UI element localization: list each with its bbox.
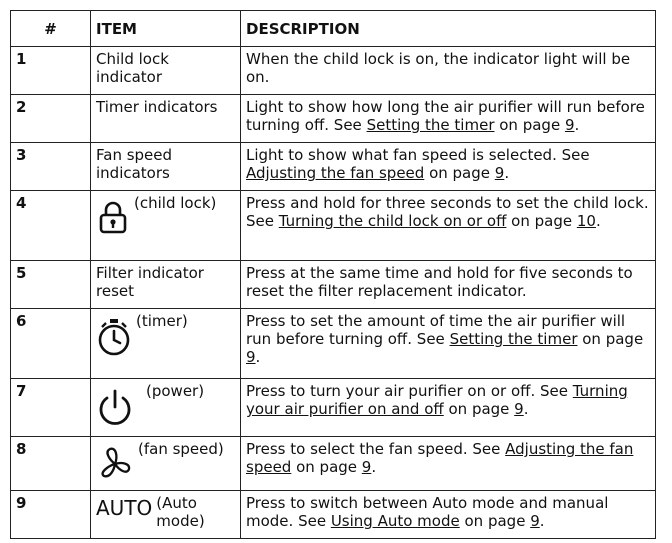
header-row — [11, 11, 656, 47]
description-cell — [241, 491, 656, 539]
item-cell — [91, 143, 241, 191]
power-icon — [96, 382, 134, 432]
header-description: DESCRIPTION — [241, 11, 656, 47]
header-item: ITEM — [91, 11, 241, 47]
item-label: Child lock indicator — [96, 50, 169, 86]
description-text: on page — [494, 116, 565, 134]
page-link[interactable]: 9 — [564, 116, 575, 134]
row-number: 7 — [11, 379, 91, 437]
description-text: . — [255, 348, 261, 366]
description-text: on page — [443, 400, 515, 418]
description-cell — [241, 379, 656, 437]
description-line — [246, 382, 650, 418]
item-cell — [91, 309, 241, 379]
item-cell — [91, 491, 241, 539]
fan-icon — [96, 440, 134, 486]
header-num: # — [11, 11, 91, 47]
auto-text-icon: AUTO — [96, 496, 153, 520]
description-text: on page — [291, 458, 362, 476]
description-text: on page — [459, 512, 531, 530]
description-text: Press to turn your air purifier on or off. See — [246, 382, 573, 400]
description-line — [246, 50, 650, 86]
row-number: 1 — [11, 47, 91, 95]
description-line — [246, 212, 650, 230]
item-cell — [91, 47, 241, 95]
controls-table — [10, 10, 656, 539]
description-cell — [241, 191, 656, 261]
description-text: . — [371, 458, 377, 476]
item-label: (timer) — [136, 312, 188, 330]
description-text: Press to switch between Auto mode and manual mode. See — [246, 494, 609, 530]
item-cell — [91, 379, 241, 437]
description-text: Press to select the fan speed. See — [246, 440, 506, 458]
table-row — [11, 491, 656, 539]
item-label: (Auto mode) — [156, 494, 205, 530]
row-number: 4 — [11, 191, 91, 261]
page-link[interactable]: Adjusting the fan speed — [246, 164, 425, 182]
page-link[interactable]: Turning your air purifier on and off — [246, 382, 628, 418]
table-row — [11, 261, 656, 309]
item-cell — [91, 95, 241, 143]
description-line — [246, 440, 650, 476]
row-number: 3 — [11, 143, 91, 191]
page-link[interactable]: Adjusting the fan speed — [246, 440, 634, 476]
fan-icon — [96, 446, 134, 482]
page-link[interactable]: 10 — [576, 212, 596, 230]
page-link[interactable]: 9 — [361, 458, 372, 476]
description-text: on page — [506, 212, 577, 230]
description-text: Light to show how long the air purifier will run before turning off. See — [246, 98, 645, 134]
item-with-icon — [96, 312, 235, 360]
description-text: Press at the same time and hold for five seconds to reset the filter replacement indicator. — [246, 264, 633, 300]
description-text: Press and hold for three seconds to set the child lock. — [246, 194, 649, 212]
table-row — [11, 437, 656, 491]
description-text: . — [539, 512, 545, 530]
item-label: (power) — [146, 382, 205, 400]
item-label: Filter indicator reset — [96, 264, 204, 300]
description-text: Press to set the amount of time the air purifier will run before turning off. See — [246, 312, 626, 348]
description-text: . — [504, 164, 510, 182]
table-row — [11, 143, 656, 191]
description-text: See — [246, 212, 279, 230]
row-number: 9 — [11, 491, 91, 539]
item-label: (fan speed) — [138, 440, 224, 458]
padlock-icon — [96, 200, 130, 234]
item-with-icon — [96, 494, 235, 530]
item-label: (child lock) — [134, 194, 217, 212]
description-text: When the child lock is on, the indicator light will be on. — [246, 50, 631, 86]
description-line — [246, 98, 650, 134]
table-row — [11, 191, 656, 261]
description-cell — [241, 437, 656, 491]
description-text: . — [574, 116, 580, 134]
padlock-icon — [96, 194, 130, 238]
description-line — [246, 312, 650, 366]
description-text: on page — [577, 330, 644, 348]
item-cell — [91, 261, 241, 309]
item-cell — [91, 437, 241, 491]
page-link[interactable]: 9 — [246, 348, 256, 366]
item-with-icon — [96, 194, 235, 238]
table-row — [11, 309, 656, 379]
item-with-icon — [96, 440, 235, 486]
item-with-icon — [96, 382, 235, 432]
item-cell — [91, 191, 241, 261]
page-link[interactable]: 9 — [494, 164, 505, 182]
description-text: . — [523, 400, 529, 418]
page-link[interactable]: 9 — [514, 400, 524, 418]
description-text: on page — [424, 164, 495, 182]
item-label: Fan speed indicators — [96, 146, 173, 182]
page-link[interactable]: Using Auto mode — [330, 512, 460, 530]
row-number: 5 — [11, 261, 91, 309]
description-text: . — [595, 212, 601, 230]
description-cell — [241, 47, 656, 95]
page-link[interactable]: Setting the timer — [366, 116, 495, 134]
description-line — [246, 194, 650, 212]
description-cell — [241, 309, 656, 379]
table-row — [11, 47, 656, 95]
timer-icon — [96, 312, 132, 360]
description-line — [246, 146, 650, 182]
description-cell — [241, 95, 656, 143]
table-row — [11, 379, 656, 437]
page-link[interactable]: 9 — [530, 512, 540, 530]
table-row — [11, 95, 656, 143]
page-link[interactable]: Turning the child lock on or off — [278, 212, 507, 230]
page-link[interactable]: Setting the timer — [449, 330, 578, 348]
row-number: 8 — [11, 437, 91, 491]
item-label: Timer indicators — [96, 98, 218, 116]
timer-icon — [96, 318, 132, 356]
description-text: Light to show what fan speed is selected. See — [246, 146, 590, 164]
power-icon — [96, 388, 134, 428]
row-number: 6 — [11, 309, 91, 379]
description-cell — [241, 261, 656, 309]
description-line — [246, 494, 650, 530]
description-line — [246, 264, 650, 300]
row-number: 2 — [11, 95, 91, 143]
description-cell — [241, 143, 656, 191]
